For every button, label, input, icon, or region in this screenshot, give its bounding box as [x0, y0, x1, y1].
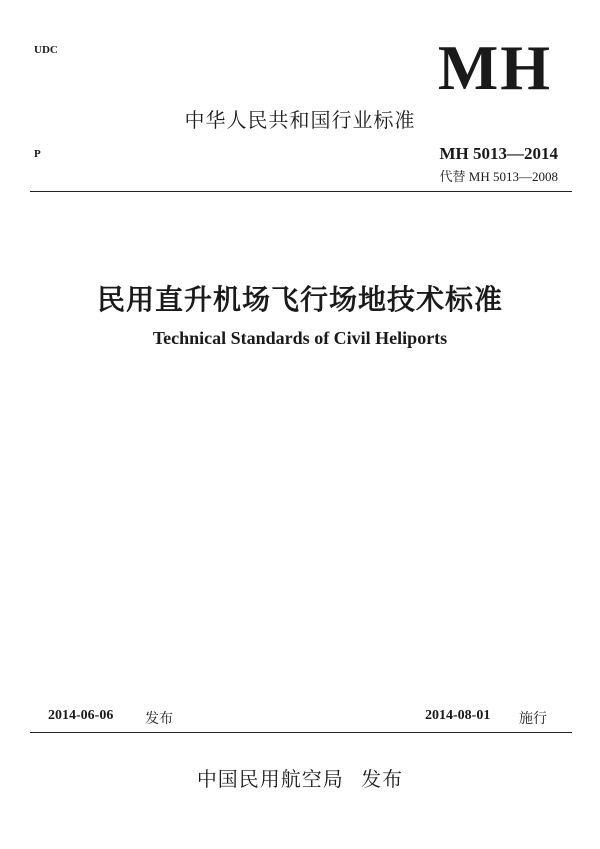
- publisher: 中国民用航空局 发布: [196, 767, 404, 791]
- implementation-label: 施行: [519, 711, 547, 727]
- category-code: P: [34, 148, 41, 160]
- issue-label: 发布: [145, 711, 173, 727]
- bottom-divider: [30, 732, 572, 733]
- document-title-english: Technical Standards of Civil Heliports: [152, 328, 448, 348]
- implementation-date: 2014-08-01: [425, 708, 491, 723]
- document-title-chinese: 民用直升机场飞行场地技术标准: [96, 283, 503, 316]
- issue-date: 2014-06-06: [48, 708, 114, 723]
- top-divider: [30, 191, 572, 192]
- mh-logo: MH: [437, 32, 552, 103]
- standard-number: MH 5013—2014: [439, 144, 558, 163]
- replaces-standard: 代替 MH 5013—2008: [439, 169, 558, 184]
- industry-standard-title: 中华人民共和国行业标准: [184, 108, 416, 132]
- udc-label: UDC: [34, 44, 58, 56]
